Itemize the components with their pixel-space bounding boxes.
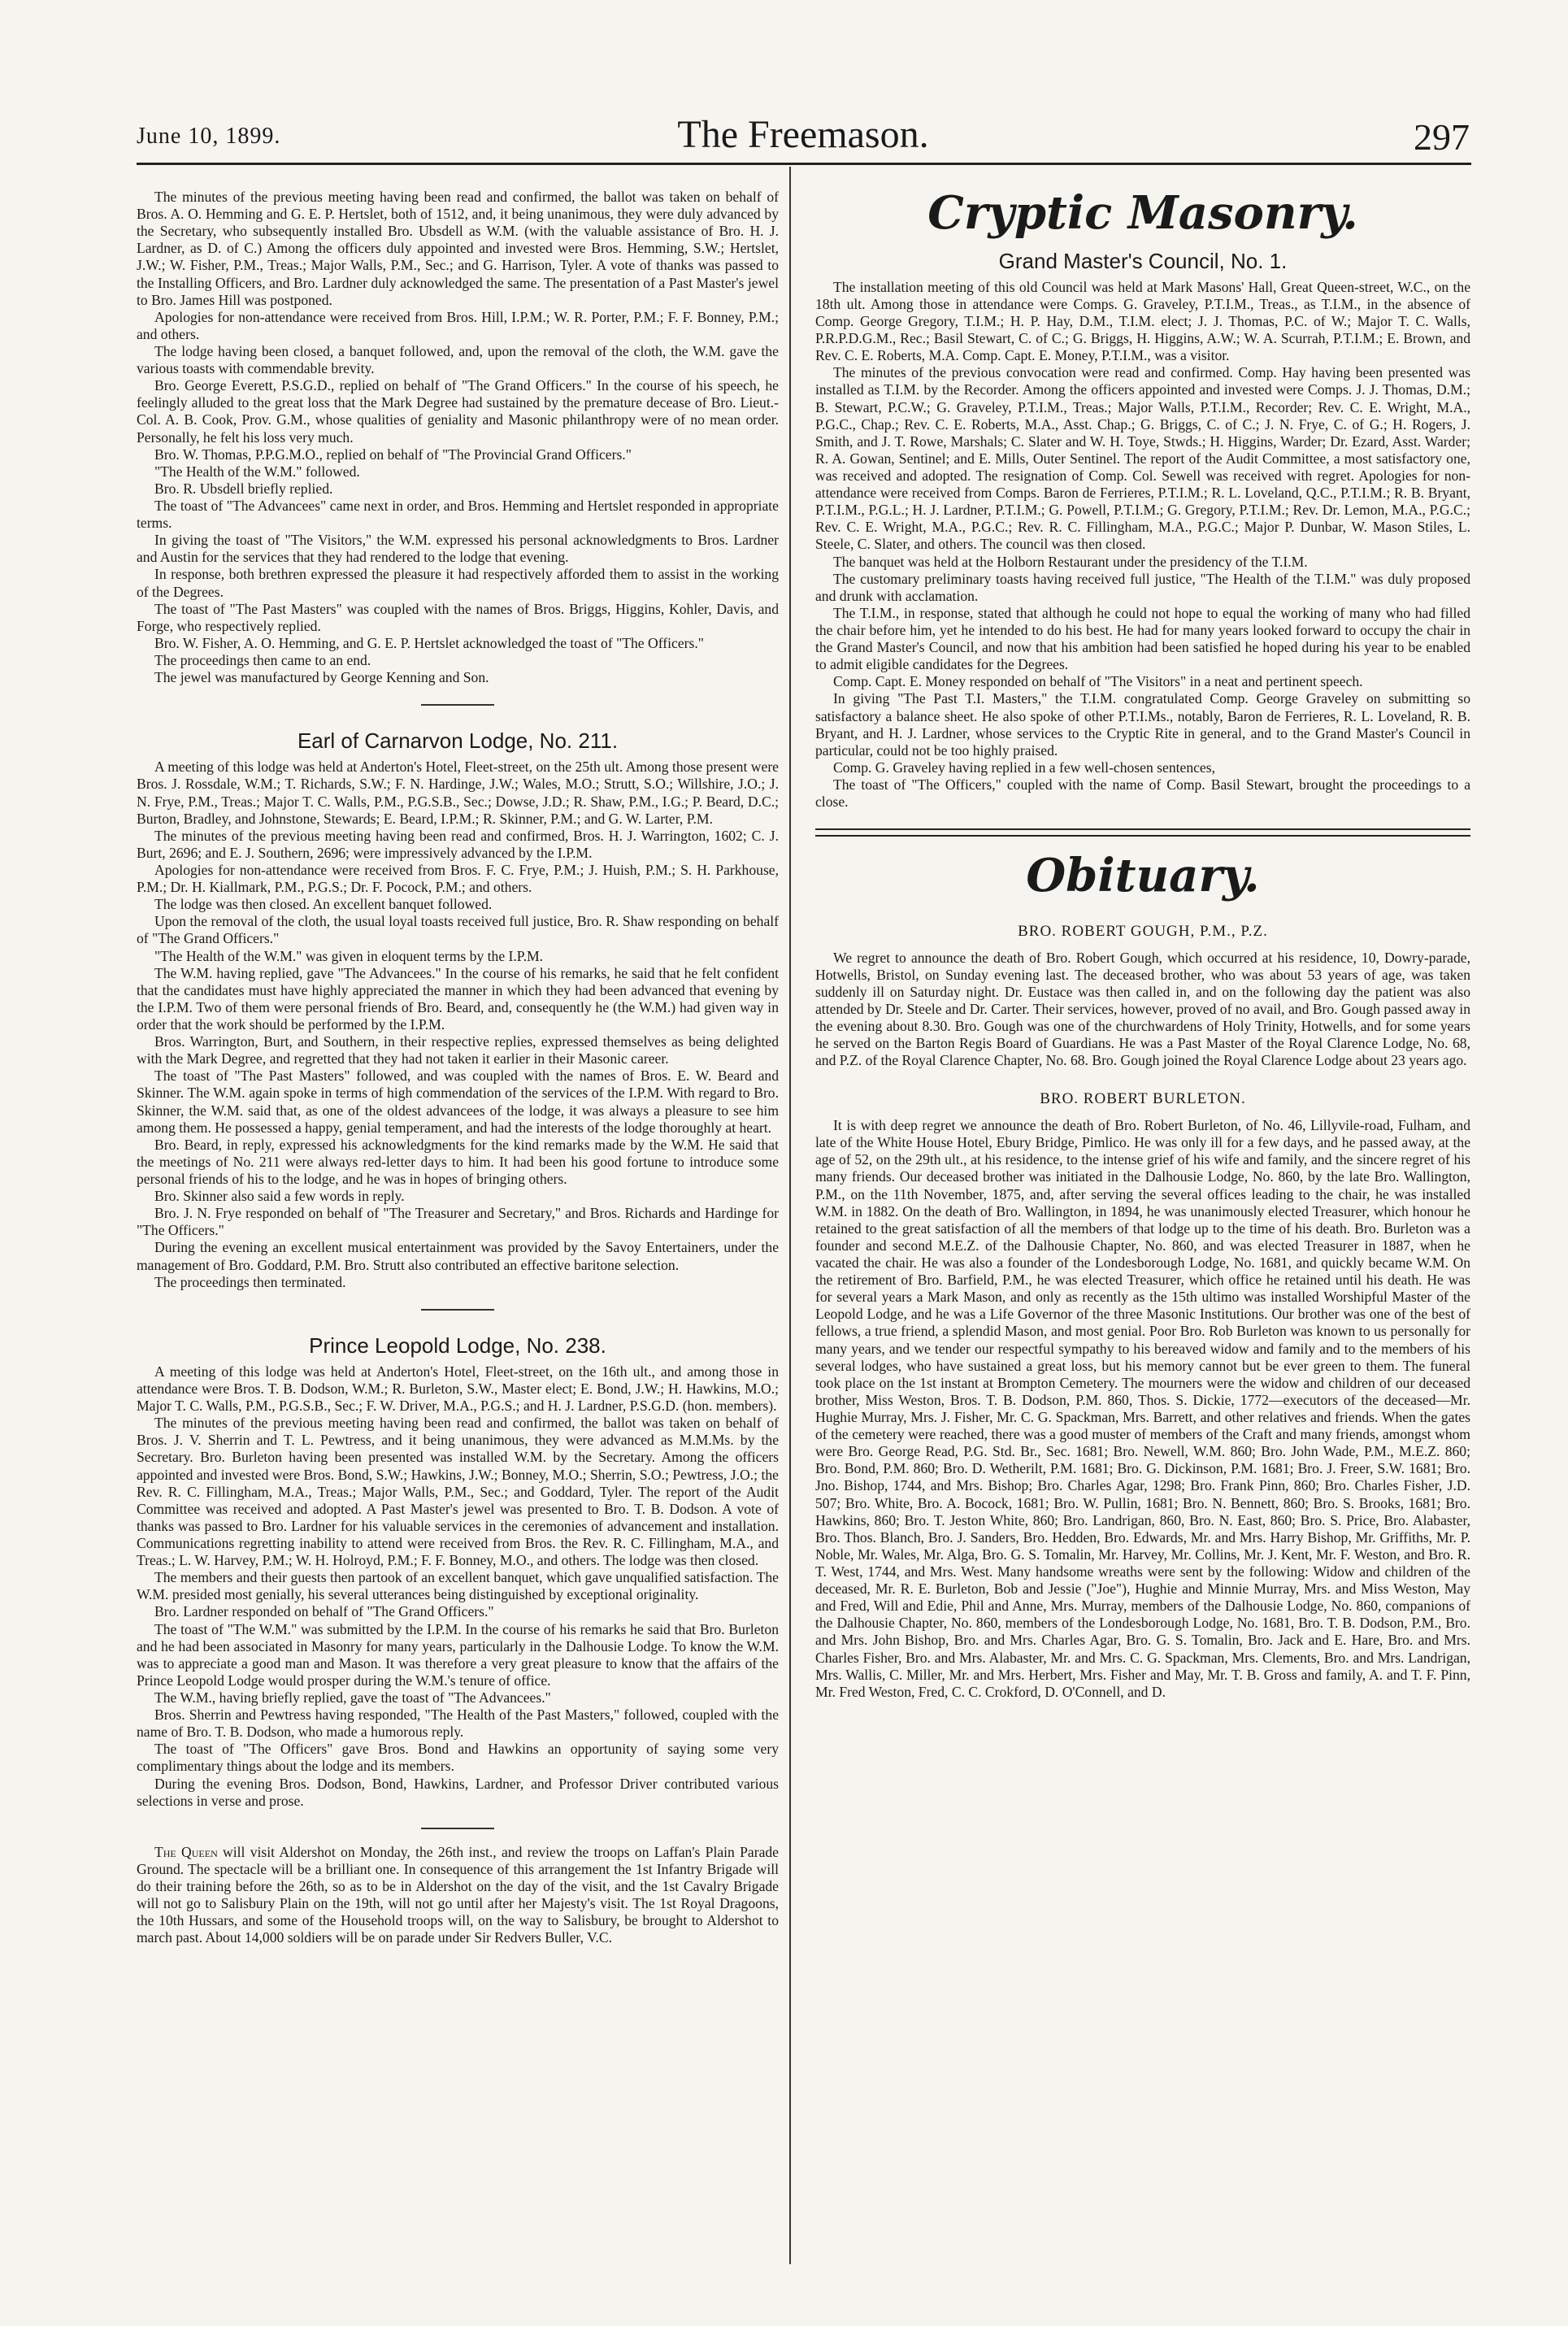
article-paragraph: Bro. George Everett, P.S.G.D., replied on behalf of "The Grand Officers." In the course of his speech, he feelingly alluded to the great loss that the Mark Degree had sustained by the premature decease of Bro. Lieut.-Col. A. B. Cook, Prov. G.M., whose qualities of geniality and Masonic philanthropy were of no mean order. Personally, he felt his loss very much.: [137, 377, 779, 446]
article-paragraph: A meeting of this lodge was held at Anderton's Hotel, Fleet-street, on the 25th ult. Among those present were Bros. J. Rossdale, W.M.; T. Richards, S.W.; F. N. Hardinge, J.W.; Wales, M.O.; Strutt, S.O.; Willshire, J.O.; J. N. Frye, P.M., Treas.; Major T. C. Walls, P.M., P.G.S.B., Sec.; Dowse, J.D.; R. Shaw, P.M., I.G.; P. Beard, D.C.; Burton, Bradley, and Johnstone, Stewards; E. Beard, I.P.M.; R. Skinner, P.M.; and G. W. Larter, P.M.: [137, 759, 779, 827]
section-title-obituary: Obituary.: [1026, 849, 1260, 903]
article-paragraph: The toast of "The Advancees" came next in order, and Bros. Hemming and Hertslet responded in appropriate terms.: [137, 497, 779, 532]
section-rule: [421, 1309, 494, 1311]
article-paragraph: Comp. Capt. E. Money responded on behalf of "The Visitors" in a neat and pertinent speech.: [833, 673, 1363, 690]
page-number: 297: [1414, 116, 1470, 158]
article-paragraph: During the evening an excellent musical entertainment was provided by the Savoy Entertainers, under the management of Bro. Goddard, P.M. Bro. Strutt also contributed an effective baritone selection.: [137, 1239, 779, 1273]
article-paragraph: The W.M., having briefly replied, gave the toast of "The Advancees.": [154, 1689, 551, 1706]
article-paragraph: Bro. W. Thomas, P.P.G.M.O., replied on behalf of "The Provincial Grand Officers.": [154, 446, 632, 463]
section-heading-leopold: Prince Leopold Lodge, No. 238.: [309, 1333, 606, 1358]
double-rule: [815, 828, 1470, 837]
article-paragraph: The toast of "The W.M." was submitted by the I.P.M. In the course of his remarks he said that Bro. Burleton and he had been associated in Masonry for many years, particularly in the Dalhousie Lodge. To know the W.M. was to appreciate a good man and Mason. It was therefore a very great pleasure to know that the affairs of the Prince Leopold Lodge would prosper during the W.M.'s tenure of office.: [137, 1620, 779, 1689]
masthead-rule: [137, 163, 1471, 165]
article-paragraph: In giving the toast of "The Visitors," the W.M. expressed his personal acknowledgments to Bros. Lardner and Austin for the services that they had rendered to the lodge that evening.: [137, 532, 779, 566]
article-paragraph: The minutes of the previous meeting having been read and confirmed, the ballot was taken on behalf of Bros. J. V. Sherrin and T. L. Pewtress, and it being unanimous, they were advanced as M.M.Ms. by the Secretary. Bro. Burleton having been presented was installed W.M. by the Secretary. Among the officers appointed and invested were Bros. Bond, S.W.; Hawkins, J.W.; Bonney, M.O.; Sherrin, S.O.; Pewtress, J.O.; the Rev. R. C. Fillingham, M.A., Treas.; Major Walls, P.M., Sec.; and Goddard, Tyler. The report of the Audit Committee was received and adopted. A Past Master's jewel was presented to Bro. T. B. Dodson. A vote of thanks was passed to Bro. Lardner for his valuable services in the ceremonies of advancement and installation. Communications regretting inability to attend were received from Bros. the Rev. R. C. Fillingham, M.A., and Treas.; L. W. Harvey, P.M.; W. H. Holroyd, P.M.; F. F. Bonney, M.O., and others. The lodge was then closed.: [137, 1415, 779, 1569]
masthead: [137, 112, 1470, 158]
article-paragraph: The toast of "The Past Masters" followed, and was coupled with the names of Bros. E. W. Beard and Skinner. The W.M. again spoke in terms of high commendation of the services of the I.P.M. With regard to Bro. Skinner, the W.M. said that, as one of the oldest advancees of the lodge, it was always a pleasure to see him among them. He possessed a happy, genial temperament, and had the interests of the lodge thoroughly at heart.: [137, 1067, 779, 1136]
section-rule: [421, 704, 494, 706]
article-paragraph: The minutes of the previous meeting having been read and confirmed, the ballot was taken on behalf of Bros. A. O. Hemming and G. E. P. Hertslet, both of 1512, and, it being unanimous, they were duly advanced by the Secretary, who subsequently installed Bro. Ubsdell as W.M. (with the valuable assistance of Bro. H. J. Lardner, as D. of C.) Among the officers duly appointed and invested were Bros. Hemming, S.W.; Hertslet, J.W.; W. Fisher, P.M., Treas.; Major Walls, P.M., Sec.; and G. Harrison, Tyler. A vote of thanks was passed to the Installing Officers, and Bro. Lardner duly acknowledged the same. The presentation of a Past Master's jewel to Bro. James Hill was postponed.: [137, 189, 779, 308]
article-paragraph: Bro. R. Ubsdell briefly replied.: [154, 480, 333, 497]
obituary-heading-burleton: BRO. ROBERT BURLETON.: [1040, 1090, 1246, 1108]
article-paragraph: Bro. J. N. Frye responded on behalf of "The Treasurer and Secretary," and Bros. Richards and Hardinge for "The Officers.": [137, 1205, 779, 1239]
article-paragraph: It is with deep regret we announce the death of Bro. Robert Burleton, of No. 46, Lillyvile-road, Fulham, and late of the White House Hotel, Ebury Bridge, Pimlico. He was only ill for a few days, and he passed away, at the age of 52, on the 29th ult., at his residence, to the intense grief of his wife and family, and the sincere regret of his many friends. Our deceased brother was initiated in the Dalhousie Lodge, No. 860, by the late Bro. Wallington, P.M., on the 11th November, 1875, and, after serving the several offices leading to the chair, he was installed W.M. in 1882. On the death of Bro. Wallington, in 1894, he was unanimously elected Treasurer, which honour he retained to the great satisfaction of all the members of that lodge up to the time of his death. Bro. Burleton was a founder and second M.E.Z. of the Dalhousie Chapter, No. 860, and was elected Treasurer in 1887, when he vacated the chair. He was also a founder of the Londesborough Lodge, No. 1681, and quickly became W.M. On the retirement of Bro. Barfield, P.M., he was elected Treasurer, which office he retained until his death. He was for several years a Mark Mason, and only as recently as the 15th ultimo was installed Worshipful Master of the Leopold Lodge, and he was a Life Governor of the three Masonic Institutions. Our brother was one of the best of fellows, a true friend, a splendid Mason, and most genial. Poor Bro. Rob Burleton was known to us personally for many years, and we tender our respectful sympathy to his bereaved widow and family and to the members of his several lodges, who have sustained a great loss, but his memory cannot but be ever green to them. The funeral took place on the 1st instant at Brompton Cemetery. The mourners were the widow and children of our deceased brother, Miss Weston, Bros. T. B. Dodson, P.M. 860, Thos. S. Dickie, 1772—executors of the deceased—Mr. Hughie Murray, Mrs. J. Fisher, Mr. C. G. Spackman, Mrs. Barrett, and other relatives and friends. When the gates of the cemetery were reached, there was a good muster of members of the Craft and many friends, amongst whom were Bro. George Read, P.G. Std. Br., Sec. 1681; Bro. Newell, W.M. 860; Bro. John Wade, P.M., M.E.Z. 860; Bro. Bond, P.M. 860; Bro. D. Wetherilt, P.M. 1681; Bro. G. Dickinson, P.M. 1681; Bro. J. Freer, S.W. 1681; Bro. Jno. Bishop, 1744, and Mrs. Bishop; Bro. Charles Agar, 1298; Bro. Frank Pinn, 860; Bro. Charles Fisher, J.D. 507; Bro. White, Bro. A. Bocock, 1681; Bro. W. Pullin, 1681; Bro. N. Bennett, 860; Bro. S. Brooks, 1681; Bro. Hawkins, 860; Bro. T. Jeston White, 860; Bro. Landrigan, 860, Bro. N. East, 860; Bro. S. Price, Bro. Alabaster, Bro. Thos. Blanch, Bro. J. Sanders, Bro. Hedden, Bro. Edwards, Mr. and Mrs. Harry Bishop, Mr. Griffiths, Mr. P. Noble, Mr. Wales, Mr. Alga, Bro. G. S. Tomalin, Mr. Harvey, Mr. Collins, Mr. J. Kent, Mr. F. Weston, and Bro. R. T. West, 1744, and Mrs. West. Many handsome wreaths were sent by the following: Widow and children of the deceased, Mr. R. E. Burleton, Bob and Jessie ("Joe"), Hughie and Minnie Murray, Mrs. and Miss Weston, May and Fred, Will and Edie, Phil and Anne, Mrs. Murray, members of the Dalhousie Lodge, No. 860, companions of the Dalhousie Chapter, No. 860, members of the Londesborough Lodge, No. 1681, Bro. T. B. Dodson, P.M., Bro. and Mrs. John Bishop, Bro. and Mrs. Charles Agar, Bro. G. S. Tomalin, Bro. Jack and E. Hare, Bro. and Mrs. Charles Fisher, Bro. and Mrs. Alabaster, Mr. and Mrs. C. G. Spackman, Mrs. Clements, Bro. and Mrs. Landrigan, Mrs. Wallis, C. Miller, Mr. and Mrs. Herbert, Mrs. Fisher and May, Mr. T. B. Gross and family, A. and T. F. Pinn, Mr. Fred Weston, Fred, C. C. Crokford, D. O'Connell, and D.: [815, 1117, 1470, 1700]
article-paragraph: The members and their guests then partook of an excellent banquet, which gave unqualified satisfaction. The W.M. presided most genially, his several utterances being distinguished by exceptional originality.: [137, 1569, 779, 1603]
article-paragraph: The toast of "The Officers," coupled with the name of Comp. Basil Stewart, brought the proceedings to a close.: [815, 776, 1470, 811]
article-paragraph: The T.I.M., in response, stated that although he could not hope to equal the working of many who had filled the chair before him, yet he intended to do his best. He had for many years looked forward to occupy the chair in the Grand Master's Council, and now that his ambition had been satisfied he hoped during his year to be enabled to admit eligible candidates for the Degrees.: [815, 604, 1470, 673]
article-paragraph: Bro. Lardner responded on behalf of "The Grand Officers.": [154, 1603, 494, 1620]
article-paragraph: The toast of "The Officers" gave Bros. Bond and Hawkins an opportunity of saying some very complimentary things about the lodge and its members.: [137, 1741, 779, 1775]
article-paragraph: The customary preliminary toasts having received full justice, "The Health of the T.I.M." was duly proposed and drunk with acclamation.: [815, 570, 1470, 604]
article-paragraph: The proceedings then terminated.: [154, 1273, 346, 1290]
article-paragraph: The installation meeting of this old Council was held at Mark Masons' Hall, Great Queen-street, W.C., on the 18th ult. Among those in attendance were Comps. G. Graveley, P.T.I.M., Treas., as T.I.M., in the absence of Comp. George Gregory, T.I.M.; H. P. Hay, D.M., T.I.M. elect; J. J. Thomas, P.C. of W.; Major T. C. Walls, P.R.P.D.G.M., Rec.; Basil Stewart, C. of C.; G. Briggs, H. Higgins, A.W.; W. A. Scurrah, P.T.I.M.; E. Brown, and Rev. C. E. Roberts, M.A. Comp. Capt. E. Money, P.T.I.M., was a visitor.: [815, 278, 1470, 364]
section-heading-council: Grand Master's Council, No. 1.: [998, 248, 1288, 273]
article-paragraph: The W.M. having replied, gave "The Advancees." In the course of his remarks, he said that he felt confident that the candidates must have highly appreciated the manner in which they had been advanced that evening by the I.P.M. Two of them were personal friends of Bro. Beard, and, consequently he (the W.M.) had given way in order that the work should be performed by the I.P.M.: [137, 964, 779, 1033]
article-paragraph: During the evening Bros. Dodson, Bond, Hawkins, Lardner, and Professor Driver contributed various selections in verse and prose.: [137, 1775, 779, 1809]
article-paragraph: Comp. G. Graveley having replied in a few well-chosen sentences,: [833, 759, 1215, 776]
article-paragraph: "The Health of the W.M." followed.: [154, 463, 360, 480]
section-title-cryptic-masonry: Cryptic Masonry.: [927, 186, 1358, 240]
article-paragraph: Bros. Sherrin and Pewtress having responded, "The Health of the Past Masters," followed, coupled with the name of Bro. T. B. Dodson, who made a humorous reply.: [137, 1706, 779, 1741]
section-rule: [421, 1828, 494, 1829]
article-paragraph: Apologies for non-attendance were received from Bros. F. C. Frye, P.M.; J. Huish, P.M.; S. H. Parkhouse, P.M.; Dr. H. Kiallmark, P.M., P.G.S.; Dr. F. Pocock, P.M.; and others.: [137, 862, 779, 896]
article-paragraph: The lodge having been closed, a banquet followed, and, upon the removal of the cloth, the W.M. gave the various toasts with commendable brevity.: [137, 342, 779, 377]
article-paragraph: Bro. Beard, in reply, expressed his acknowledgments for the kind remarks made by the W.M. He said that the meetings of No. 211 were always red-letter days to him. It had been his good fortune to introduce some personal friends of his to the lodge, and he was in hopes of bringing others.: [137, 1136, 779, 1187]
article-paragraph: In response, both brethren expressed the pleasure it had respectively afforded them to assist in the working of the Degrees.: [137, 566, 779, 600]
news-item-lead: The Queen: [154, 1843, 218, 1860]
news-item-queen: [137, 1844, 779, 1947]
left-column: [137, 189, 779, 1946]
article-paragraph: The banquet was held at the Holborn Restaurant under the presidency of the T.I.M.: [833, 553, 1308, 570]
article-paragraph: Upon the removal of the cloth, the usual loyal toasts received full justice, Bro. R. Shaw responding on behalf of "The Grand Officers.": [137, 913, 779, 947]
article-paragraph: Bro. W. Fisher, A. O. Hemming, and G. E. P. Hertslet acknowledged the toast of "The Officers.": [154, 634, 704, 651]
article-paragraph: "The Health of the W.M." was given in eloquent terms by the I.P.M.: [154, 947, 544, 964]
article-paragraph: The lodge was then closed. An excellent banquet followed.: [154, 896, 493, 913]
obituary-heading-gough: BRO. ROBERT GOUGH, P.M., P.Z.: [1018, 922, 1268, 940]
column-divider: [789, 167, 791, 2264]
article-paragraph: The minutes of the previous meeting having been read and confirmed, Bros. H. J. Warrington, 1602; C. J. Burt, 2696; and E. J. Southern, 2696; were impressively advanced by the I.P.M.: [137, 827, 779, 861]
right-column: [815, 186, 1470, 1701]
issue-date: June 10, 1899.: [137, 124, 281, 149]
article-paragraph: The jewel was manufactured by George Kenning and Son.: [154, 669, 489, 686]
section-heading-carnarvon: Earl of Carnarvon Lodge, No. 211.: [297, 728, 619, 754]
news-item-body: will visit Aldershot on Monday, the 26th inst., and review the troops on Laffan's Plain Parade Ground. The spectacle will be a brilliant one. In consequence of this arrangement the 1st Infantry Brigade will do their training before the 26th, so as to be in Aldershot on the day of the visit, and the 1st Cavalry Brigade will not go to Salisbury Plain on the 19th, will not go until after her Majesty's visit. The 1st Royal Dragoons, the 10th Hussars, and some of the Household troops will, on the way to Salisbury, be brought to Aldershot to march past. About 14,000 soldiers will be on parade under Sir Redvers Buller, V.C.: [137, 1843, 779, 1946]
article-paragraph: Apologies for non-attendance were received from Bros. Hill, I.P.M.; W. R. Porter, P.M.; F. F. Bonney, P.M.; and others.: [137, 308, 779, 342]
article-paragraph: The proceedings then came to an end.: [154, 651, 371, 668]
article-paragraph: The toast of "The Past Masters" was coupled with the names of Bros. Briggs, Higgins, Kohler, Davis, and Forge, who respectively replied.: [137, 600, 779, 634]
article-paragraph: Bro. Skinner also said a few words in reply.: [154, 1188, 405, 1205]
article-paragraph: We regret to announce the death of Bro. Robert Gough, which occurred at his residence, 10, Dowry-parade, Hotwells, Bristol, on Sunday evening last. The deceased brother, who was about 53 years of age, was taken suddenly ill on Saturday night. Dr. Eustace was then called in, and on the following day the patient was also attended by Dr. Steele and Dr. Carter. Their services, however, proved of no avail, and Bro. Gough passed away in the evening about 8.30. Bro. Gough was one of the churchwardens of Holy Trinity, Hotwells, and for some years he served on the Barton Regis Board of Guardians. He was a Past Master of the Royal Clarence Lodge, No. 68, and P.Z. of the Royal Clarence Chapter, No. 68. Bro. Gough joined the Royal Clarence Lodge about 23 years ago.: [815, 949, 1470, 1069]
article-paragraph: The minutes of the previous convocation were read and confirmed. Comp. Hay having been presented was installed as T.I.M. by the Recorder. Among the officers appointed and invested were Comps. J. J. Thomas, D.M.; B. Stewart, P.C.W.; G. Graveley, P.T.I.M., Treas.; Major Walls, P.T.I.M., Recorder; Rev. C. E. Wright, M.A., P.G.C., Chap.; Rev. C. E. Roberts, M.A., Asst. Chap.; G. Briggs, C. of C.; J. N. Frye, C. of G.; H. Rogers, J. Smith, and J. T. Rowe, Marshals; C. Slater and W. H. Toye, Stwds.; H. Higgins, Warder; Dr. Ezard, Asst. Warder; R. A. Gowan, Sentinel; and E. Mills, Outer Sentinel. The report of the Audit Committee, a most satisfactory one, was received and adopted. The resignation of Comp. Col. Sewell was received with regret. Apologies for non-attendance were received from Comps. Baron de Ferrieres, P.T.I.M.; R. L. Loveland, Q.C., P.T.I.M.; R. B. Bryant, P.T.I.M., P.G.L.; H. J. Lardner, P.T.I.M.; G. Powell, P.T.I.M.; G. Gregory, P.T.I.M.; Rev. Dr. Lemon, M.A., P.G.C.; Rev. C. E. Wright, M.A., P.G.C.; Rev. R. C. Fillingham, M.A., P.G.C.; Major P. Dunbar, W. Mason Stiles, L. Steele, C. Slater, and others. The council was then closed.: [815, 364, 1470, 553]
article-paragraph: In giving "The Past T.I. Masters," the T.I.M. congratulated Comp. George Graveley on submitting so satisfactory a balance sheet. He also spoke of other P.T.I.Ms., notably, Baron de Ferrieres, R. L. Loveland, R. B. Bryant, and H. J. Lardner, whose services to the Cryptic Rite in general, and to the Grand Master's Council in particular, could not be too highly praised.: [815, 690, 1470, 759]
article-paragraph: A meeting of this lodge was held at Anderton's Hotel, Fleet-street, on the 16th ult., and among those in attendance were Bros. T. B. Dodson, W.M.; R. Burleton, S.W., Master elect; E. Bond, J.W.; H. Hawkins, M.O.; Major T. C. Walls, P.M., P.G.S.B., Sec.; F. W. Driver, M.A., P.G.S.; and H. J. Lardner, P.S.G.D. (hon. members).: [137, 1363, 779, 1415]
newspaper-title: The Freemason.: [677, 113, 929, 156]
article-paragraph: Bros. Warrington, Burt, and Southern, in their respective replies, expressed themselves as being delighted with the Mark Degree, and regretted that they had not taken it earlier in their Masonic career.: [137, 1033, 779, 1067]
